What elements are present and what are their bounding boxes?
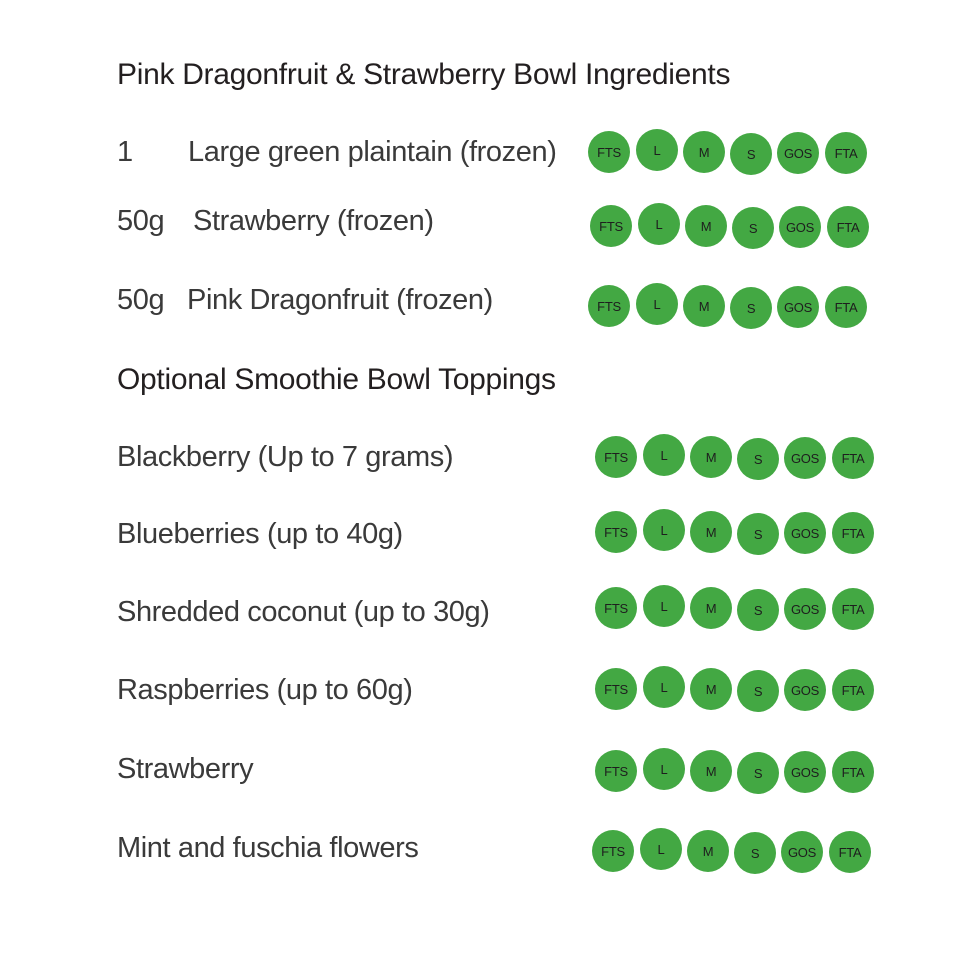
fodmap-badge-s: S xyxy=(734,832,776,874)
fodmap-badge-m: M xyxy=(683,285,725,327)
ingredient-row xyxy=(117,205,434,238)
ingredient-quantity: 50g xyxy=(117,284,165,316)
fodmap-badge-gos: GOS xyxy=(784,751,826,793)
fodmap-badge-l: L xyxy=(638,203,680,245)
fodmap-badge-fts: FTS xyxy=(590,205,632,247)
ingredient-row xyxy=(117,284,493,317)
fodmap-badge-gos: GOS xyxy=(777,132,819,174)
fodmap-badge-fta: FTA xyxy=(827,206,869,248)
fodmap-badge-m: M xyxy=(685,205,727,247)
topping-row: Strawberry xyxy=(117,753,254,785)
ingredients-heading: Pink Dragonfruit & Strawberry Bowl Ingredients xyxy=(117,58,731,91)
fodmap-badge-m: M xyxy=(690,587,732,629)
fodmap-badge-fts: FTS xyxy=(595,511,637,553)
fodmap-badge-fta: FTA xyxy=(832,437,874,479)
fodmap-badge-l: L xyxy=(640,828,682,870)
fodmap-badge-fta: FTA xyxy=(832,588,874,630)
fodmap-badge-s: S xyxy=(730,133,772,175)
fodmap-badge-gos: GOS xyxy=(784,512,826,554)
toppings-heading: Optional Smoothie Bowl Toppings xyxy=(117,363,556,396)
fodmap-badge-fts: FTS xyxy=(588,131,630,173)
topping-row: Raspberries (up to 60g) xyxy=(117,674,413,706)
ingredient-name: Strawberry (frozen) xyxy=(193,205,434,237)
fodmap-badge-m: M xyxy=(690,668,732,710)
fodmap-badge-s: S xyxy=(732,207,774,249)
fodmap-badge-gos: GOS xyxy=(784,669,826,711)
ingredient-name: Pink Dragonfruit (frozen) xyxy=(187,284,493,316)
fodmap-badge-l: L xyxy=(636,283,678,325)
fodmap-badge-fts: FTS xyxy=(588,285,630,327)
fodmap-badge-fts: FTS xyxy=(592,830,634,872)
fodmap-badge-fta: FTA xyxy=(825,286,867,328)
fodmap-badge-l: L xyxy=(643,585,685,627)
fodmap-badge-gos: GOS xyxy=(779,206,821,248)
fodmap-badge-fts: FTS xyxy=(595,750,637,792)
ingredient-quantity: 1 xyxy=(117,136,133,168)
fodmap-badge-gos: GOS xyxy=(781,831,823,873)
fodmap-badge-l: L xyxy=(643,509,685,551)
fodmap-badge-l: L xyxy=(643,748,685,790)
fodmap-badge-fts: FTS xyxy=(595,668,637,710)
topping-row: Blueberries (up to 40g) xyxy=(117,518,403,550)
fodmap-badge-gos: GOS xyxy=(777,286,819,328)
fodmap-badge-fta: FTA xyxy=(832,751,874,793)
fodmap-badge-fts: FTS xyxy=(595,436,637,478)
ingredient-name: Large green plaintain (frozen) xyxy=(188,136,557,168)
fodmap-badge-m: M xyxy=(690,511,732,553)
fodmap-badge-fta: FTA xyxy=(832,669,874,711)
fodmap-badge-s: S xyxy=(737,670,779,712)
fodmap-badge-m: M xyxy=(687,830,729,872)
topping-row: Shredded coconut (up to 30g) xyxy=(117,596,490,628)
fodmap-badge-s: S xyxy=(737,589,779,631)
fodmap-badge-s: S xyxy=(737,513,779,555)
fodmap-badge-fts: FTS xyxy=(595,587,637,629)
fodmap-badge-fta: FTA xyxy=(832,512,874,554)
fodmap-badge-m: M xyxy=(690,436,732,478)
fodmap-badge-gos: GOS xyxy=(784,588,826,630)
topping-row: Blackberry (Up to 7 grams) xyxy=(117,441,454,473)
topping-row: Mint and fuschia flowers xyxy=(117,832,419,864)
fodmap-badge-m: M xyxy=(690,750,732,792)
fodmap-badge-fta: FTA xyxy=(825,132,867,174)
fodmap-badge-s: S xyxy=(737,438,779,480)
fodmap-badge-m: M xyxy=(683,131,725,173)
fodmap-badge-s: S xyxy=(737,752,779,794)
fodmap-badge-s: S xyxy=(730,287,772,329)
fodmap-badge-gos: GOS xyxy=(784,437,826,479)
fodmap-badge-l: L xyxy=(643,666,685,708)
ingredient-row xyxy=(117,136,556,169)
fodmap-badge-fta: FTA xyxy=(829,831,871,873)
fodmap-badge-l: L xyxy=(643,434,685,476)
fodmap-badge-l: L xyxy=(636,129,678,171)
ingredient-quantity: 50g xyxy=(117,205,165,237)
